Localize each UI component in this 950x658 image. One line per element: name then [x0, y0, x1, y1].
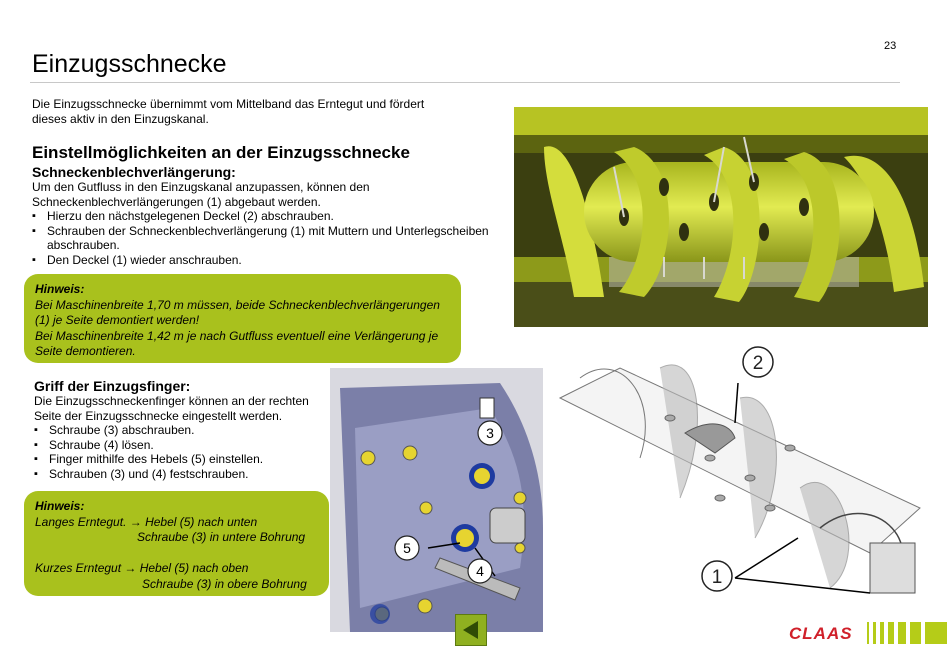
triangle-left-icon [456, 615, 486, 645]
note-box-crop [24, 491, 329, 596]
callout-5: 5 [403, 540, 411, 556]
note-line: Bei Maschinenbreite 1,70 m müssen, beide Schneckenblechverlängerungen [35, 297, 440, 312]
list-item: ▪ Finger mithilfe des Hebels (5) einstellen. [34, 452, 324, 467]
extension-steps [32, 209, 502, 267]
subheading-extension: Schneckenblechverlängerung: [32, 164, 236, 180]
title-divider [30, 82, 900, 83]
list-item: ▪ Schrauben der Schneckenblechverlängerung (1) mit Muttern und Unterlegscheiben abschrauben. [32, 224, 502, 253]
note-box-width [24, 274, 461, 363]
instruction-text: Schneckenblechverlängerungen (1) abgebaut werden. [32, 194, 321, 209]
section-heading: Einstellmöglichkeiten an der Einzugsschnecke [32, 143, 410, 162]
list-item: ▪ Den Deckel (1) wieder anschrauben. [32, 253, 502, 268]
note-line: Bei Maschinenbreite 1,42 m je nach Gutfluss eventuell eine Verlängerung je [35, 328, 439, 343]
intro-line: Die Einzugsschnecke übernimmt vom Mittelband das Erntegut und fördert [32, 97, 425, 111]
list-item: ▪ Schraube (3) abschrauben. [34, 423, 324, 438]
instruction-text: Seite der Einzugsschnecke eingestellt werden. [34, 408, 283, 423]
note-line: Langes Erntegut. → Hebel (5) nach unten [35, 514, 258, 529]
instruction-text: Um den Gutfluss in den Einzugskanal anzupassen, können den [32, 180, 370, 194]
callout-2: 2 [752, 353, 764, 374]
list-item: ▪ Hierzu den nächstgelegenen Deckel (2) abschrauben. [32, 209, 502, 224]
previous-page-button[interactable] [455, 614, 487, 646]
auger-photo [514, 107, 928, 327]
auger-diagram [540, 338, 950, 608]
page-number: 23 [884, 40, 897, 52]
callout-4: 4 [476, 563, 484, 579]
note-line: Kurzes Erntegut → Hebel (5) nach oben [35, 561, 249, 575]
extension-instructions [32, 180, 502, 268]
finger-steps [34, 423, 324, 481]
list-item: ▪ Schraube (4) lösen. [34, 438, 324, 453]
note-line: Schraube (3) in obere Bohrung [142, 576, 307, 591]
intro-text [32, 97, 462, 127]
note-line: Schraube (3) in untere Bohrung [137, 530, 306, 544]
list-item: ▪ Schrauben (3) und (4) festschrauben. [34, 467, 324, 482]
note-title: Hinweis: [35, 282, 85, 296]
intro-line: dieses aktiv in den Einzugskanal. [32, 112, 209, 126]
note-title: Hinweis: [35, 499, 85, 513]
logo-text: CLAAS [789, 624, 853, 643]
callout-3: 3 [486, 425, 494, 441]
instruction-text: Die Einzugsschneckenfinger können an der rechten [34, 394, 309, 408]
note-line: Seite demontieren. [35, 344, 136, 358]
finger-adjust-detail [330, 368, 543, 632]
page-title: Einzugsschnecke [32, 50, 227, 78]
callout-1: 1 [711, 567, 723, 588]
claas-logo [787, 620, 947, 646]
subheading-finger: Griff der Einzugsfinger: [34, 378, 191, 394]
note-spacer [35, 546, 318, 562]
finger-instructions [34, 394, 324, 482]
note-line: (1) je Seite demontiert werden! [35, 313, 200, 327]
